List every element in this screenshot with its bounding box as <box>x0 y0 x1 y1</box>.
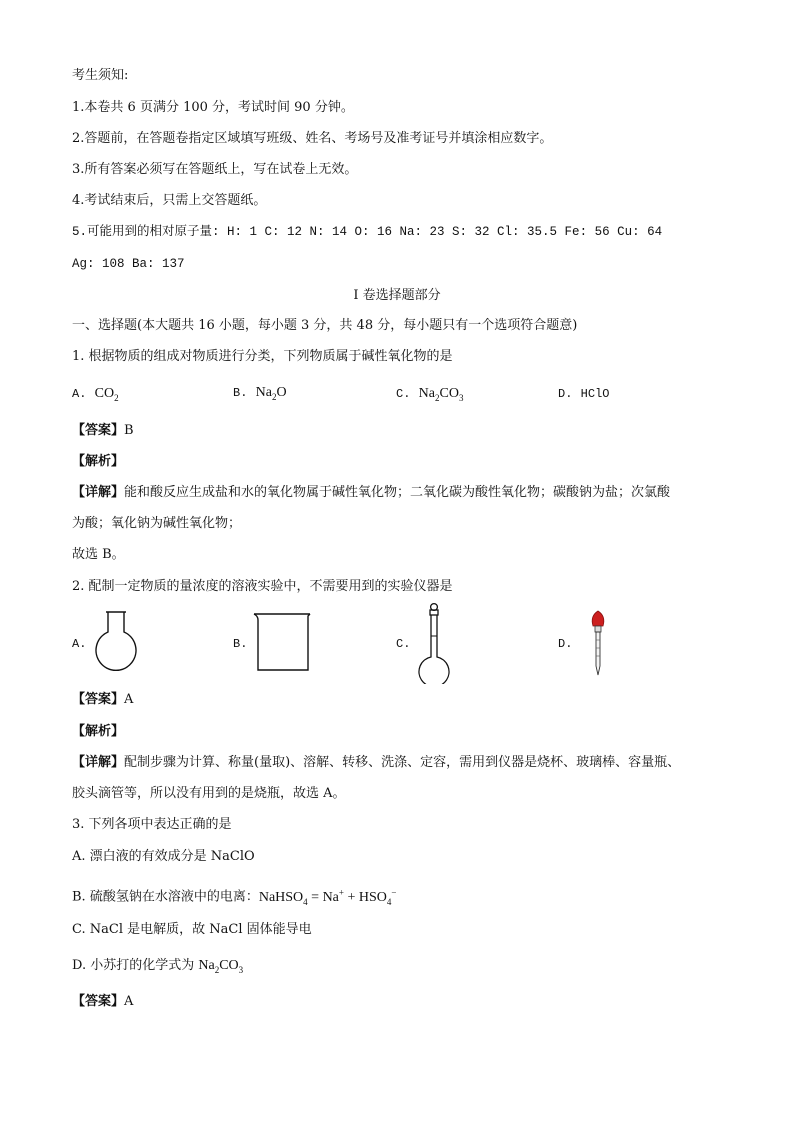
notice-item: 4.考试结束后，只需上交答题纸。 <box>72 193 267 208</box>
q1-option-a: A. $CO_2$ <box>72 386 119 403</box>
q2-option-c-label: C. <box>396 637 411 651</box>
q1-conclusion: 故选 B。 <box>72 547 125 562</box>
beaker-icon <box>252 612 312 674</box>
q1-detail-line1: 【详解】能和酸反应生成盐和水的氧化物属于碱性氧化物；二氧化碳为酸性氧化物；碳酸钠为盐；次氯酸 <box>72 485 671 500</box>
q2-detail-line2: 胶头滴管等，所以没有用到的是烧瓶，故选 A。 <box>72 786 346 801</box>
q3-answer: 【答案】A <box>72 994 134 1009</box>
q3-option-d: D. 小苏打的化学式为 $Na_2CO_3$ <box>72 958 244 975</box>
q3-option-b: B. 硫酸氢钠在水溶液中的电离：NaHSO$_4$ = $Na^+ + HSO_4^-$ <box>72 887 397 907</box>
round-bottom-flask-icon <box>90 608 142 674</box>
notice-item: 1.本卷共 6 页满分 100 分，考试时间 90 分钟。 <box>72 100 354 115</box>
q2-option-d-label: D. <box>558 637 573 651</box>
notice-item: 2.答题前，在答题卷指定区域填写班级、姓名、考场号及准考证号并填涂相应数字。 <box>72 131 553 146</box>
dropper-icon <box>588 608 608 678</box>
section-title: I 卷选择题部分 <box>353 288 441 303</box>
question-2-stem: 2. 配制一定物质的量浓度的溶液实验中，不需要用到的实验仪器是 <box>72 579 453 594</box>
q2-detail-line1: 【详解】配制步骤为计算、称量(量取)、溶解、转移、洗涤、定容，需用到仪器是烧杯、玻璃棒、容量瓶、 <box>72 755 681 770</box>
q3-option-a: A. 漂白液的有效成分是 NaClO <box>72 849 255 864</box>
atomic-mass-line-cont: Ag: 108 Ba: 137 <box>72 257 185 271</box>
q2-analysis-tag: 【解析】 <box>72 724 125 739</box>
q1-option-d: D. HClO <box>558 387 610 401</box>
part-heading: 一、选择题(本大题共 16 小题，每小题 3 分，共 48 分，每小题只有一个选项符合题意) <box>72 318 578 333</box>
q3-option-c: C. NaCl 是电解质，故 NaCl 固体能导电 <box>72 922 312 937</box>
q2-answer: 【答案】A <box>72 692 134 707</box>
q1-option-c: C. $Na_2CO_3$ <box>396 386 464 403</box>
question-1-stem: 1. 根据物质的组成对物质进行分类，下列物质属于碱性氧化物的是 <box>72 349 453 364</box>
volumetric-flask-icon <box>414 602 454 684</box>
q1-analysis-tag: 【解析】 <box>72 454 125 469</box>
q1-answer: 【答案】B <box>72 423 134 438</box>
notice-heading: 考生须知: <box>72 68 129 83</box>
q2-option-a-label: A. <box>72 637 87 651</box>
q2-option-b-label: B. <box>233 637 248 651</box>
notice-item: 3.所有答案必须写在答题纸上，写在试卷上无效。 <box>72 162 358 177</box>
q1-detail-line2: 为酸；氧化钠为碱性氧化物； <box>72 516 242 531</box>
atomic-mass-line: 5.可能用到的相对原子量: H: 1 C: 12 N: 14 O: 16 Na: 23 S: 32 Cl: 35.5 Fe: 56 Cu: 64 <box>72 225 663 239</box>
q1-option-b: B. $Na_2O$ <box>233 385 287 402</box>
question-3-stem: 3. 下列各项中表达正确的是 <box>72 817 232 832</box>
